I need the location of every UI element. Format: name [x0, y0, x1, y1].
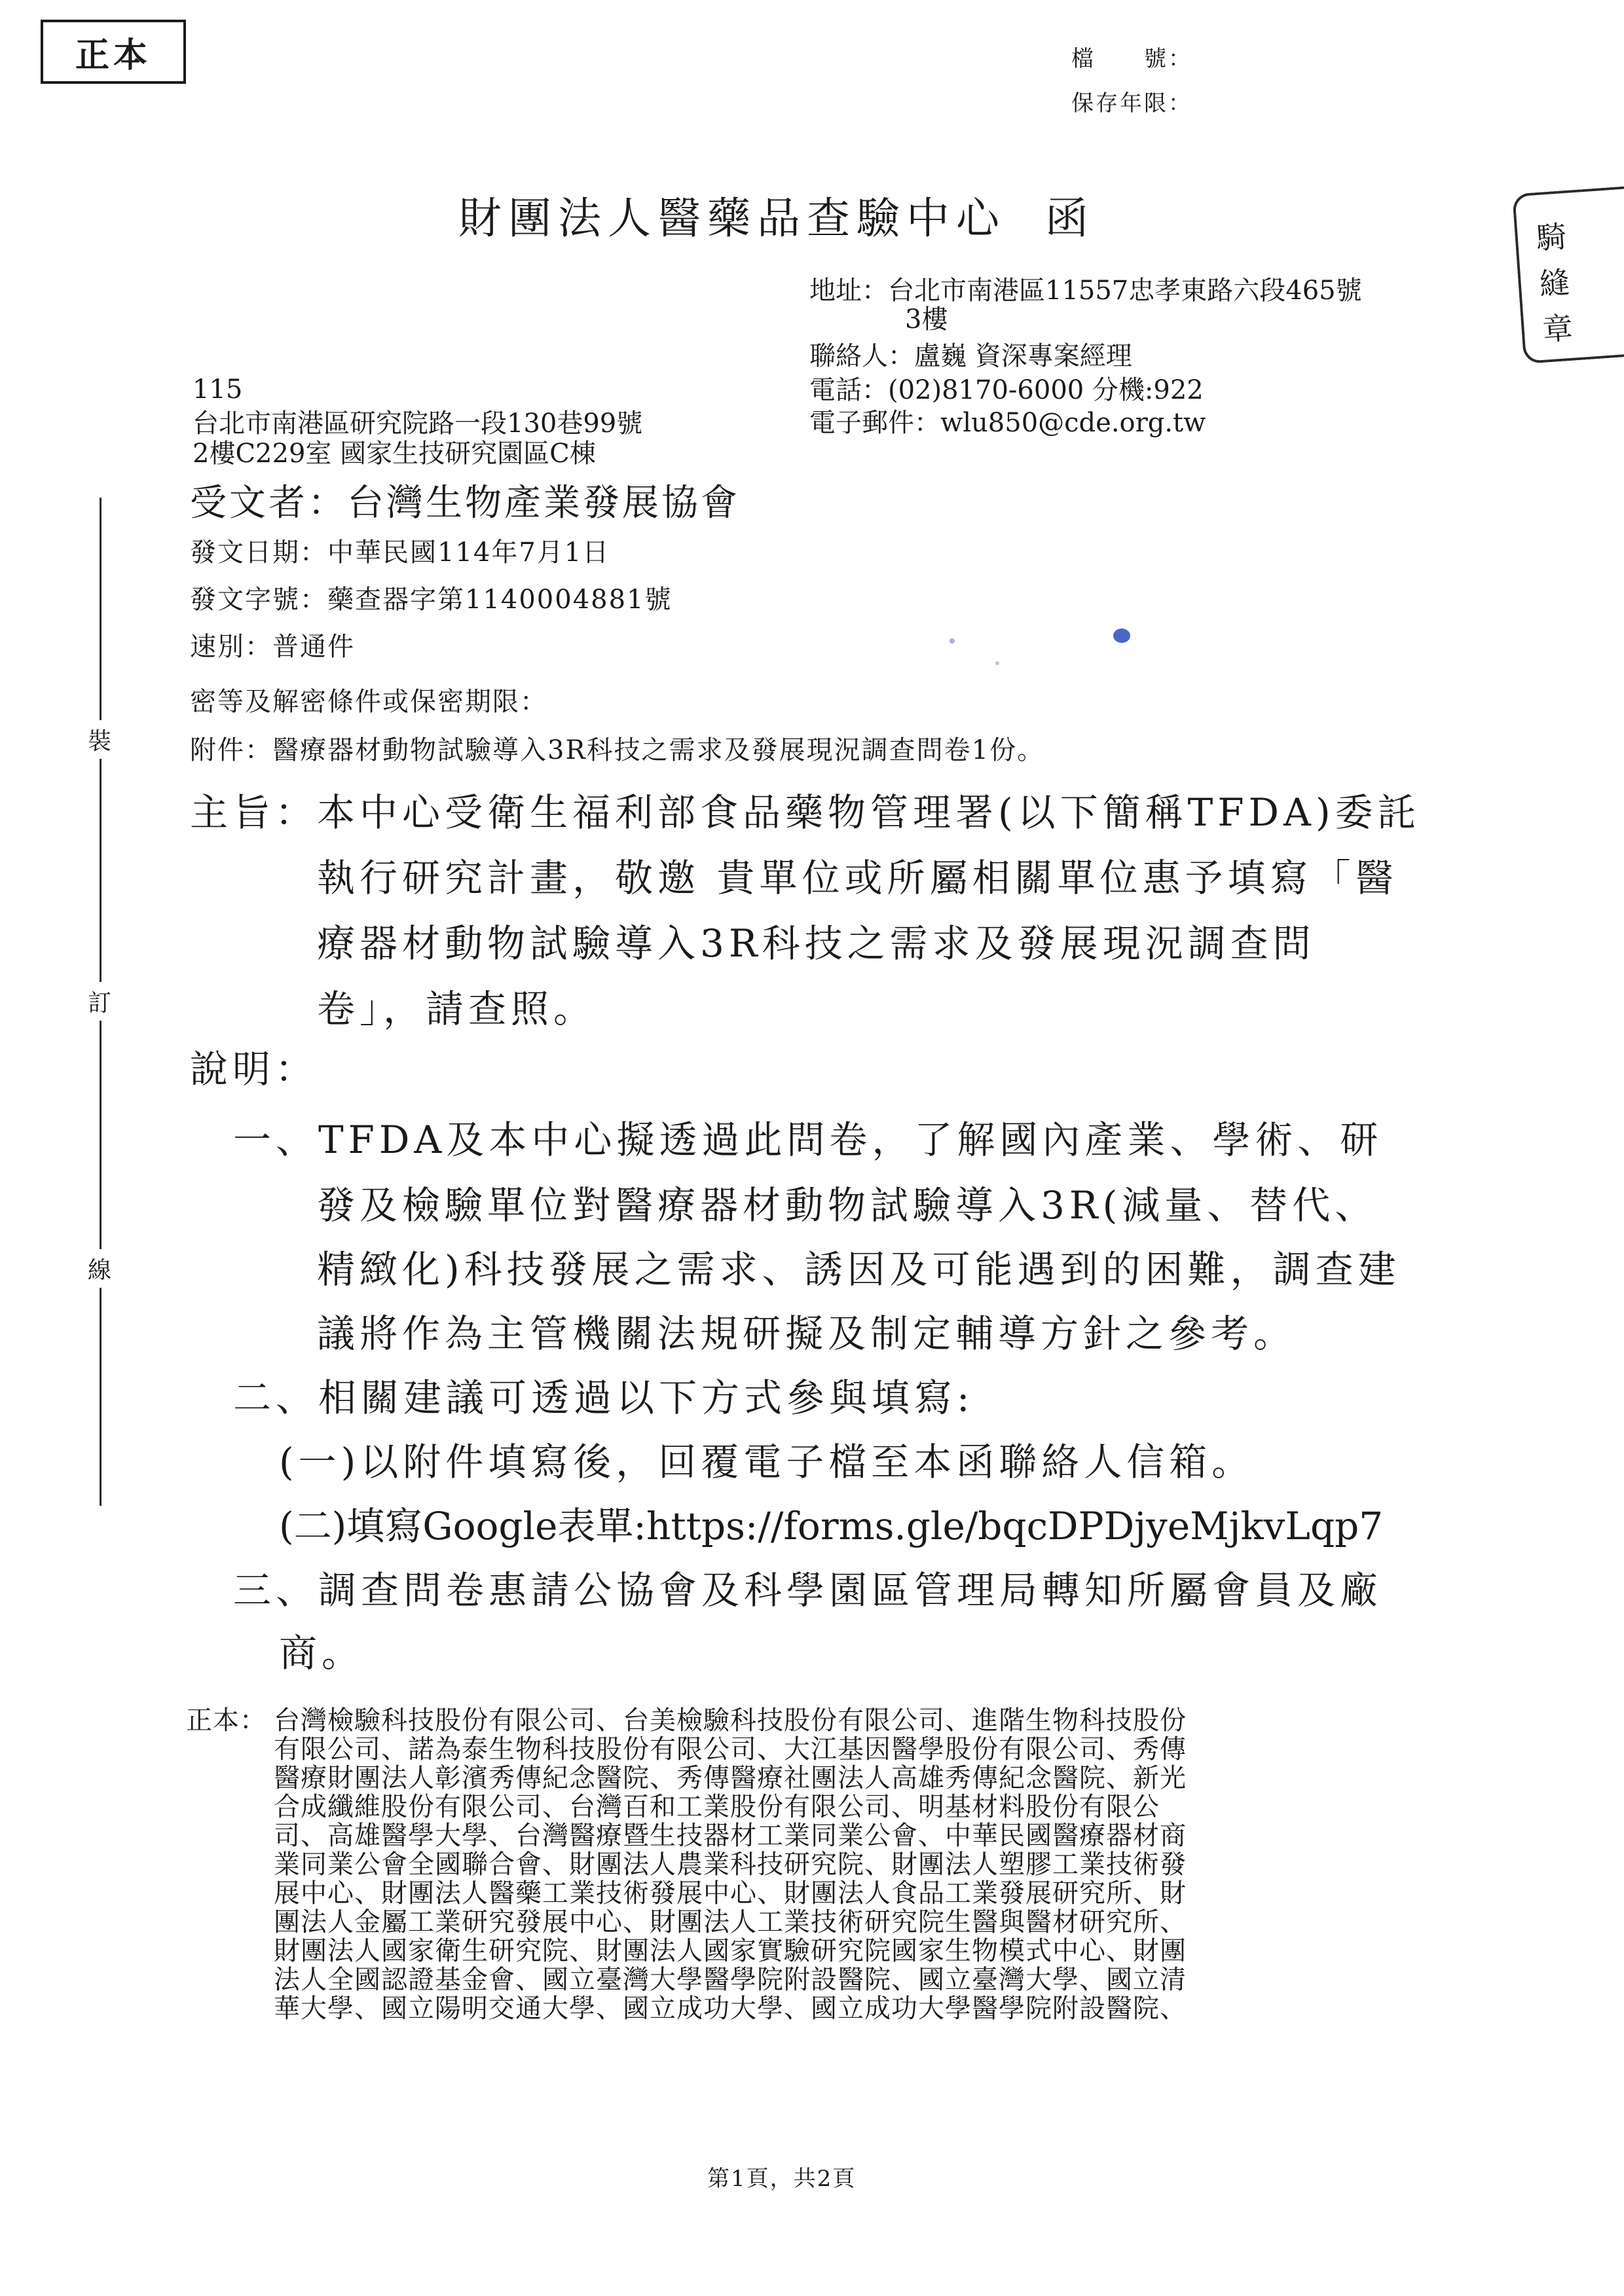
- ink-speck: [1113, 629, 1130, 643]
- binding-mark-xian: 線: [88, 1249, 111, 1288]
- recipient-address-line2: 2樓C229室 國家生技研究園區C棟: [193, 439, 596, 469]
- subject-line: 執行研究計畫，敬邀 貴單位或所屬相關單位惠予填寫「醫: [317, 856, 1398, 900]
- sender-email: 電子郵件：wlu850@cde.org.tw: [809, 408, 1206, 438]
- sender-contact-person: 聯絡人：盧巍 資深專案經理: [809, 341, 1132, 371]
- explanation-item-2: 二、相關建議可透過以下方式參與填寫:: [233, 1376, 974, 1420]
- explanation-item-3-line: 三、調查問卷惠請公協會及科學園區管理局轉知所屬會員及廠: [233, 1568, 1383, 1613]
- cc-line: 醫療財團法人彰濱秀傳紀念醫院、秀傳醫療社團法人高雄秀傳紀念醫院、新光: [274, 1763, 1187, 1793]
- attachment: 附件：醫療器材動物試驗導入3R科技之需求及發展現況調查問卷1份。: [190, 735, 1045, 765]
- ink-speck: [950, 638, 955, 644]
- document-kind: 函: [1045, 193, 1095, 244]
- cc-line: 合成纖維股份有限公司、台灣百和工業股份有限公司、明基材料股份有限公: [274, 1792, 1160, 1822]
- cc-line: 團法人金屬工業研究發展中心、財團法人工業技術研究院生醫與醫材研究所、: [274, 1907, 1187, 1937]
- subject-label: 主旨：: [190, 790, 318, 835]
- cc-line: 法人全國認證基金會、國立臺灣大學醫學院附設醫院、國立臺灣大學、國立清: [274, 1965, 1187, 1995]
- binding-mark-zhuang: 裝: [88, 720, 111, 759]
- subject-line: 卷」，請查照。: [317, 987, 597, 1031]
- retention-period-label: 保存年限：: [1071, 90, 1192, 117]
- binding-mark-ding: 訂: [88, 982, 111, 1021]
- issue-date: 發文日期：中華民國114年7月1日: [190, 538, 610, 568]
- original-copy-stamp: [41, 20, 186, 84]
- explanation-item-3-line: 商。: [279, 1631, 365, 1675]
- cc-line: 司、高雄醫學大學、台灣醫療暨生技器材工業同業公會、中華民國醫療器材商: [274, 1821, 1187, 1851]
- subject-line: 本中心受衛生福利部食品藥物管理署(以下簡稱TFDA)委託: [317, 790, 1420, 835]
- google-form-link[interactable]: (二)填寫Google表單:https://forms.gle/bqcDPDjyeMjkvLqp7: [279, 1504, 1384, 1548]
- recipient-address-line1: 台北市南港區研究院路一段130巷99號: [193, 409, 643, 439]
- page-number: 第1頁，共2頁: [707, 2166, 857, 2192]
- seam-seal-stamp: [1512, 186, 1624, 364]
- seal-char-2: 縫: [1538, 264, 1571, 302]
- explanation-item-2-sub-1: (一)以附件填寫後，回覆電子檔至本函聯絡人信箱。: [279, 1440, 1255, 1484]
- sender-address-floor: 3樓: [905, 304, 948, 335]
- file-number-label: 檔 號：: [1071, 46, 1192, 72]
- seal-char-1: 騎: [1535, 219, 1568, 257]
- subject-line: 療器材動物試驗導入3R科技之需求及發展現況調查問: [317, 921, 1316, 966]
- cc-line: 財團法人國家衛生研究院、財團法人國家實驗研究院國家生物模式中心、財團: [274, 1936, 1187, 1966]
- cc-line: 有限公司、諾為泰生物科技股份有限公司、大江基因醫學股份有限公司、秀傳: [274, 1734, 1187, 1764]
- reference-number: 發文字號：藥查器字第1140004881號: [190, 585, 673, 615]
- sender-phone: 電話：(02)8170-6000 分機:922: [809, 375, 1204, 405]
- secrecy-level: 密等及解密條件或保密期限：: [190, 687, 547, 717]
- delivery-speed: 速別：普通件: [190, 632, 355, 662]
- explanation-label: 說明：: [190, 1047, 318, 1091]
- sender-address: 地址：台北市南港區11557忠孝東路六段465號: [809, 276, 1362, 306]
- explanation-item-1-line: 發及檢驗單位對醫療器材動物試驗導入3R(減量、替代、: [317, 1183, 1378, 1228]
- explanation-item-1-line: 精緻化)科技發展之需求、誘因及可能遇到的困難，調查建: [317, 1247, 1401, 1292]
- issuing-organization: 財團法人醫藥品查驗中心: [458, 193, 1006, 244]
- stamp-label: 正本: [75, 35, 151, 75]
- recipient: 受文者：台灣生物產業發展協會: [190, 482, 740, 524]
- cc-label: 正本：: [186, 1705, 267, 1736]
- recipient-postal-code: 115: [193, 374, 243, 405]
- explanation-item-1-line: 一、TFDA及本中心擬透過此問卷，了解國內產業、學術、研: [233, 1118, 1383, 1162]
- explanation-item-1-line: 議將作為主管機關法規研擬及制定輔導方針之參考。: [317, 1311, 1297, 1356]
- cc-line: 台灣檢驗科技股份有限公司、台美檢驗科技股份有限公司、進階生物科技股份: [274, 1705, 1187, 1736]
- cc-line: 業同業公會全國聯合會、財團法人農業科技研究院、財團法人塑膠工業技術發: [274, 1850, 1187, 1880]
- document-title: [458, 183, 1095, 246]
- cc-line: 華大學、國立陽明交通大學、國立成功大學、國立成功大學醫學院附設醫院、: [274, 1994, 1187, 2024]
- ink-speck: [995, 661, 999, 665]
- seal-char-3: 章: [1541, 310, 1574, 348]
- cc-line: 展中心、財團法人醫藥工業技術發展中心、財團法人食品工業發展研究所、財: [274, 1878, 1187, 1908]
